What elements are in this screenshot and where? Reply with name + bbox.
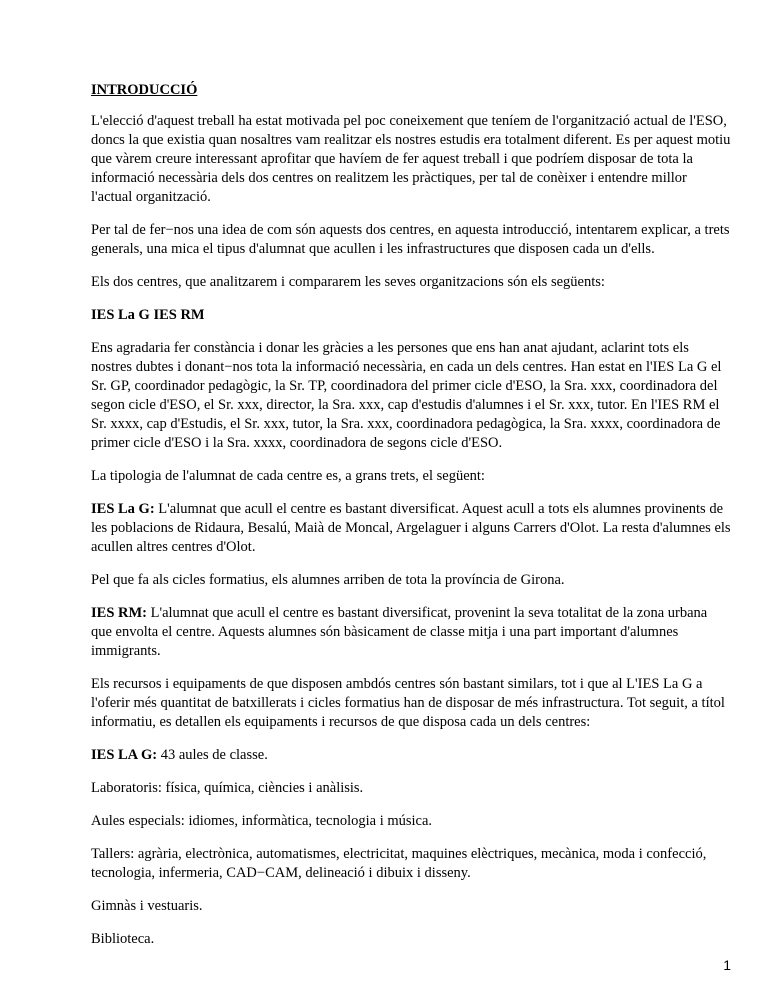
paragraph-centres-intro: Els dos centres, que analitzarem i compararem les seves organitzacions són els següents: bbox=[91, 274, 605, 290]
ies-rm-label: IES RM: bbox=[91, 605, 147, 621]
paragraph-ies-la-g bbox=[91, 500, 731, 557]
paragraph-tallers: Tallers: agrària, electrònica, automatismes, electricitat, maquines elèctriques, mecànica, moda i confecció, tecnologia, infermeria, CAD−CAM, delineació i dibuix i disseny. bbox=[91, 846, 707, 881]
centres-line: IES La G IES RM bbox=[91, 307, 205, 323]
page-number: 1 bbox=[723, 957, 731, 973]
paragraph-resources: Els recursos i equipaments de que disposen ambdós centres són bastant similars, tot i que al L'IES La G a l'oferir més quantitat de batxillerats i cicles formatius han de disposar de més infrastructura. Tot seguit, a títol informatiu, es detallen els equipaments i recursos de que disposa cada un dels centres: bbox=[91, 676, 725, 730]
paragraph-aules-especials: Aules especials: idiomes, informàtica, tecnologia i música. bbox=[91, 813, 433, 829]
paragraph-gimnas: Gimnàs i vestuaris. bbox=[91, 898, 203, 914]
paragraph-biblioteca: Biblioteca. bbox=[91, 931, 155, 947]
document-page bbox=[91, 81, 731, 963]
paragraph-acknowledgements: Ens agradaria fer constància i donar les gràcies a les persones que ens han anat ajudant, aclarint tots els nostres dubtes i donant−nos tota la informació necessària, en cada un dels centres. Han estat en l'IES La G el Sr. GP, coordinador pedagògic, la Sr. TP, coordinadora del primer cicle d'ESO, la Sra. xxx, coordinadora del segon cicle d'ESO, el Sr. xxx, director, la Sra. xxx, cap d'estudis d'alumnes i el Sr. xxx, tutor. En l'IES RM el Sr. xxxx, cap d'Estudis, el Sr. xxx, tutor, la Sra. xxx, coordinadora pedagògica, la Sra. xxxx, coordinadora de primer cicle d'ESO i la Sra. xxxx, coordinadora de segons cicle d'ESO. bbox=[91, 340, 722, 451]
ies-rm-text: L'alumnat que acull el centre es bastant diversificat, provenint la seva totalitat de la zona urbana que envolta el centre. Aquests alumnes són bàsicament de classe mitja i una part important d'alumnes immigrants. bbox=[91, 605, 708, 659]
ies-la-g-label: IES La G: bbox=[91, 501, 155, 517]
section-heading: INTRODUCCIÓ bbox=[91, 82, 198, 98]
paragraph-laboratoris: Laboratoris: física, química, ciències i anàlisis. bbox=[91, 780, 364, 796]
paragraph-ies-la-g-classrooms bbox=[91, 746, 731, 765]
paragraph-overview: Per tal de fer−nos una idea de com són aquests dos centres, en aquesta introducció, intentarem explicar, a trets generals, una mica el tipus d'alumnat que acullen i les infrastructures que disposen cada un d'ells. bbox=[91, 222, 730, 257]
paragraph-ies-rm bbox=[91, 604, 731, 661]
paragraph-cicles: Pel que fa als cicles formatius, els alumnes arriben de tota la província de Girona. bbox=[91, 572, 565, 588]
ies-la-g-caps-label: IES LA G: bbox=[91, 747, 158, 763]
paragraph-typology: La tipologia de l'alumnat de cada centre es, a grans trets, el següent: bbox=[91, 468, 485, 484]
classrooms-text: 43 aules de classe. bbox=[157, 747, 268, 763]
paragraph-motivation: L'elecció d'aquest treball ha estat motivada pel poc coneixement que teníem de l'organització actual de l'ESO, doncs la que existia quan nosaltres vam realitzar els nostres estudis era totalment diferent. Es per aquest motiu que vàrem creure interessant aprofitar que havíem de fer aquest treball i que podríem disposar de tota la informació necessària dels dos centres on realitzem les pràctiques, per tal de conèixer i entendre millor l'actual organització. bbox=[91, 113, 731, 205]
ies-la-g-text: L'alumnat que acull el centre es bastant diversificat. Aquest acull a tots els alumnes provinents de les poblacions de Ridaura, Besalú, Maià de Moncal, Argelaguer i alguns Carrers d'Olot. La resta d'alumnes els acullen altres centres d'Olot. bbox=[91, 501, 731, 555]
